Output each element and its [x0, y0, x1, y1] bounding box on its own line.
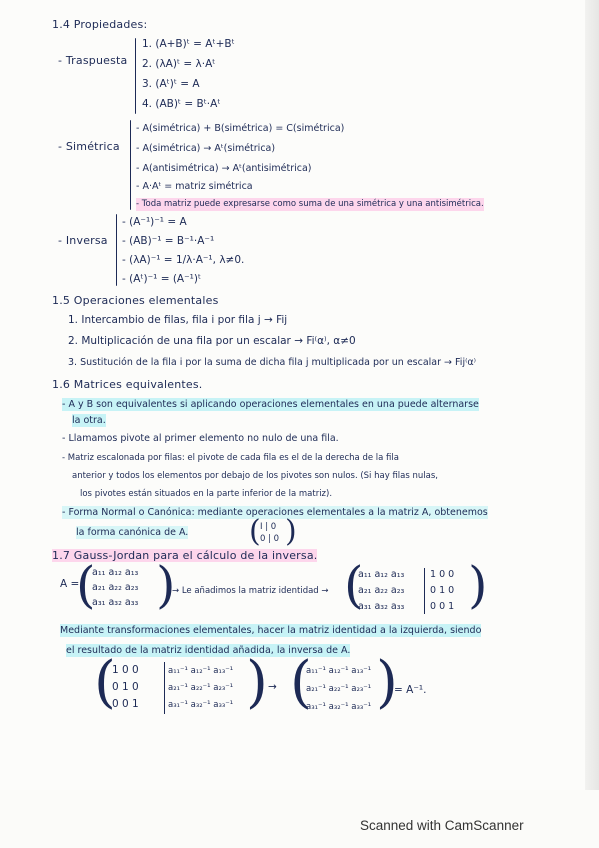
augmented-paren-left: (	[344, 556, 364, 614]
forma-normal-line: la forma canónica de A.	[76, 527, 189, 538]
canonical-top: I | 0	[260, 522, 277, 532]
result-identity-row: 0 0 1	[112, 698, 139, 710]
canonical-bottom: 0 | 0	[260, 534, 280, 544]
traspuesta-item: 2. (λA)ᵗ = λ·Aᵗ	[142, 58, 216, 70]
result-inverse-row: a₂₁⁻¹ a₂₂⁻¹ a₂₃⁻¹	[168, 683, 234, 693]
traspuesta-item: 3. (Aᵗ)ᵗ = A	[142, 78, 200, 90]
matrix-a-row: a₂₁ a₂₂ a₂₃	[92, 582, 139, 593]
result-paren-left: (	[94, 650, 116, 715]
escalonada-line: - Matriz escalonada por filas: el pivote de cada fila es el de la derecha de la fila	[62, 453, 399, 463]
equivalentes-line: - A y B son equivalentes si aplicando operaciones elementales en una puede alternarse	[62, 399, 479, 410]
canonical-paren-right: )	[285, 514, 297, 549]
result-inverse-row: a₃₁⁻¹ a₃₂⁻¹ a₃₃⁻¹	[168, 700, 234, 710]
matrix-a-row: a₁₁ a₁₂ a₁₃	[92, 567, 139, 578]
traspuesta-label: - Traspuesta	[58, 54, 128, 67]
inverse-row: a₁₁⁻¹ a₁₂⁻¹ a₁₃⁻¹	[306, 666, 372, 676]
operation-item: 2. Multiplicación de una fila por un escalar → Fi⁽α⁾, α≠0	[68, 335, 356, 347]
augmented-divider	[424, 568, 425, 614]
section-1-6-title: 1.6 Matrices equivalentes.	[52, 378, 203, 391]
matrix-a-label: A =	[60, 578, 80, 590]
inverse-paren-right: )	[376, 650, 398, 715]
page-edge-shadow	[585, 0, 599, 790]
result-inverse-row: a₁₁⁻¹ a₁₂⁻¹ a₁₃⁻¹	[168, 666, 234, 676]
gauss-text: el resultado de la matriz identidad añadida, la inversa de A.	[66, 645, 351, 656]
matrix-a-paren-left: (	[76, 556, 96, 614]
augmented-left-row: a₃₁ a₃₂ a₃₃	[358, 601, 405, 612]
inverse-paren-left: (	[290, 650, 312, 715]
operation-item: 1. Intercambio de filas, fila i por fila j → Fij	[68, 314, 288, 326]
simetrica-item: - A·Aᵗ = matriz simétrica	[136, 181, 253, 192]
traspuesta-item: 1. (A+B)ᵗ = Aᵗ+Bᵗ	[142, 38, 235, 50]
inversa-item: - (AB)⁻¹ = B⁻¹·A⁻¹	[122, 235, 215, 247]
result-identity-row: 0 1 0	[112, 681, 139, 693]
canonical-paren-left: (	[249, 514, 261, 549]
traspuesta-brace	[135, 38, 136, 114]
simetrica-item: - A(simétrica) + B(simétrica) = C(simétrica)	[136, 123, 345, 134]
inverse-row: a₂₁⁻¹ a₂₂⁻¹ a₂₃⁻¹	[306, 684, 372, 694]
result-paren-right: )	[246, 650, 268, 715]
simetrica-item-highlighted: - Toda matriz puede expresarse como suma de una simétrica y una antisimétrica.	[136, 199, 484, 209]
matrix-a-paren-right: )	[156, 556, 176, 614]
pivote-line: - Llamamos pivote al primer elemento no nulo de una fila.	[62, 433, 339, 444]
scanner-footer: Scanned with CamScanner	[360, 818, 524, 833]
result-identity-row: 1 0 0	[112, 664, 139, 676]
add-identity-text: → Le añadimos la matriz identidad →	[172, 586, 329, 596]
simetrica-label: - Simétrica	[58, 140, 120, 153]
section-1-4-title: 1.4 Propiedades:	[52, 18, 148, 31]
augmented-paren-right: )	[468, 556, 488, 614]
inverse-row: a₃₁⁻¹ a₃₂⁻¹ a₃₃⁻¹	[306, 702, 372, 712]
simetrica-item: - A(antisimétrica) → Aᵗ(antisimétrica)	[136, 163, 312, 174]
result-arrow: →	[268, 681, 277, 693]
simetrica-brace	[130, 120, 131, 210]
section-1-5-title: 1.5 Operaciones elementales	[52, 294, 219, 307]
augmented-right-row: 0 1 0	[430, 585, 455, 596]
forma-normal-line: - Forma Normal o Canónica: mediante operaciones elementales a la matriz A, obtenemos	[62, 507, 488, 518]
inversa-label: - Inversa	[58, 234, 108, 247]
escalonada-line: anterior y todos los elementos por debajo de los pivotes son nulos. (Si hay filas nulas,	[72, 471, 438, 481]
augmented-right-row: 1 0 0	[430, 569, 455, 580]
equals-inverse: = A⁻¹.	[394, 684, 427, 696]
augmented-right-row: 0 0 1	[430, 601, 455, 612]
inversa-item: - (A⁻¹)⁻¹ = A	[122, 216, 187, 228]
simetrica-item: - A(simétrica) → Aᵗ(simétrica)	[136, 143, 276, 154]
result-divider	[164, 662, 165, 714]
inversa-brace	[116, 214, 117, 286]
augmented-left-row: a₂₁ a₂₂ a₂₃	[358, 585, 405, 596]
inversa-item: - (Aᵗ)⁻¹ = (A⁻¹)ᵗ	[122, 273, 202, 285]
section-1-7-title: 1.7 Gauss-Jordan para el cálculo de la inversa.	[52, 549, 318, 562]
gauss-text: Mediante transformaciones elementales, hacer la matriz identidad a la izquierda, siendo	[60, 625, 482, 636]
traspuesta-item: 4. (AB)ᵗ = Bᵗ·Aᵗ	[142, 98, 221, 110]
escalonada-line: los pivotes están situados en la parte inferior de la matriz).	[80, 489, 333, 499]
equivalentes-line: la otra.	[72, 415, 106, 426]
operation-item: 3. Sustitución de la fila i por la suma de dicha fila j multiplicada por un escalar → Fij⁽α⁾	[68, 357, 477, 368]
augmented-left-row: a₁₁ a₁₂ a₁₃	[358, 569, 405, 580]
inversa-item: - (λA)⁻¹ = 1/λ·A⁻¹, λ≠0.	[122, 254, 245, 266]
matrix-a-row: a₃₁ a₃₂ a₃₃	[92, 597, 139, 608]
